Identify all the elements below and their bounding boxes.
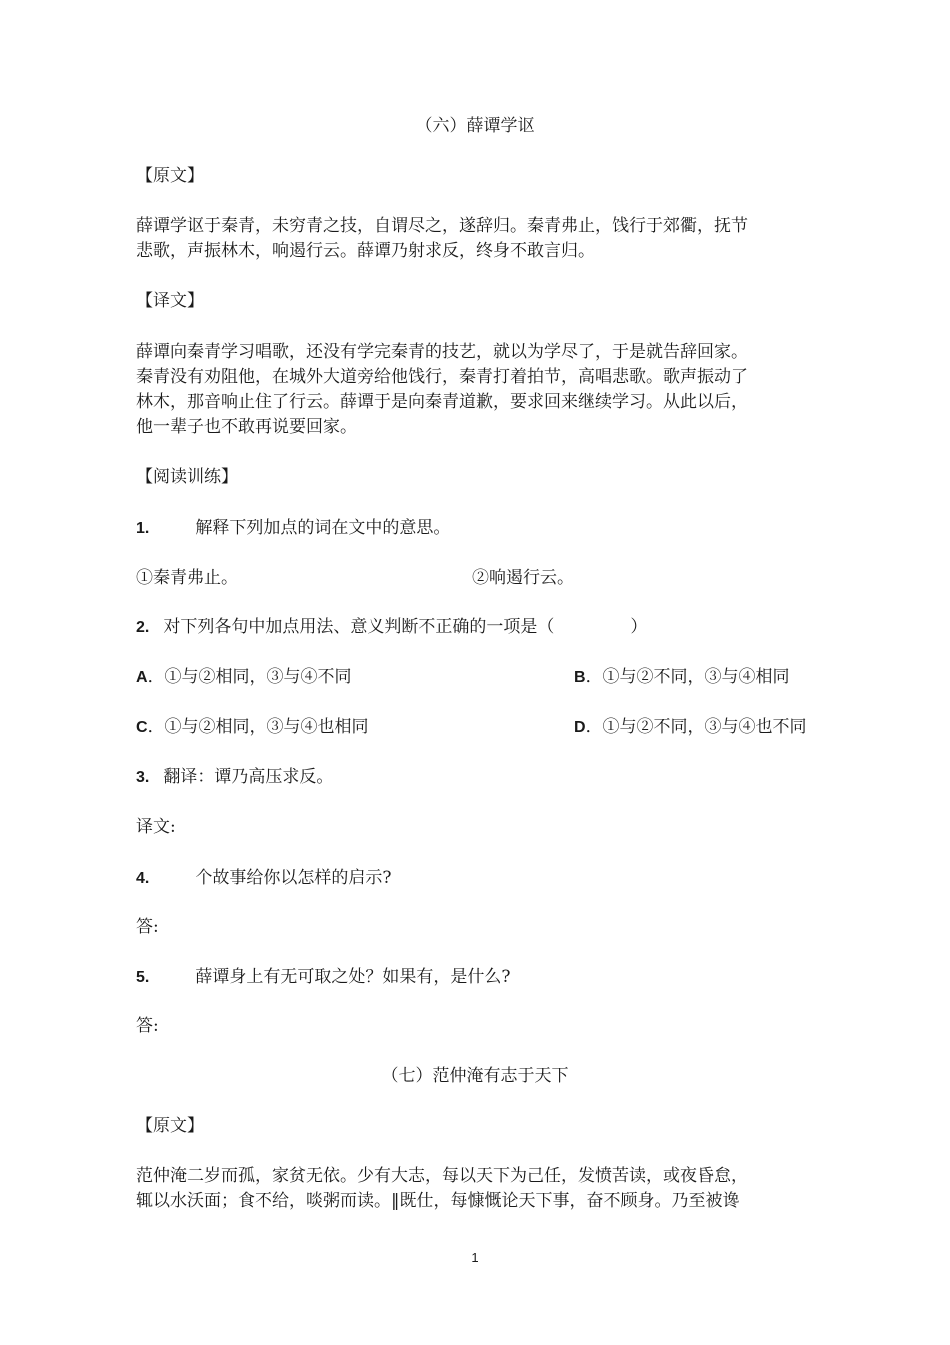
option-b [574,665,790,690]
question-number: 5. [136,969,150,986]
option-letter: A [136,669,148,686]
question-text: 解释下列加点的词在文中的意思。 [195,518,451,538]
question-1-item-1: ①秦青弗止。 [136,568,238,588]
section-7-title: （七）范仲淹有志于天下 [381,1066,569,1086]
translation-heading: 【译文】 [136,291,204,311]
question-number: 1. [136,520,150,537]
option-text: ．①与②相同，③与④也相同 [147,717,369,737]
question-number: 3. [136,769,150,786]
option-text: ．①与②不同，③与④也不同 [585,717,807,737]
option-d [574,715,807,740]
translation-line: 林木，那音响止住了行云。薛谭于是向秦青道歉，要求回来继续学习。从此以后， [136,392,748,412]
reading-exercise-heading: 【阅读训练】 [136,467,238,487]
original-text-line: 薛谭学讴于秦青，未穷青之技，自谓尽之，遂辞归。秦青弗止，饯行于郊衢，抚节 [136,216,748,236]
question-text: 对下列各句中加点用法、意义判断不正确的一项是（ [163,617,555,637]
option-c [136,715,369,740]
question-text: 翻译：谭乃高压求反。 [163,767,334,787]
question-4 [136,866,391,891]
question-1-item-2: ②响遏行云。 [472,568,574,588]
section-7-original-line: 范仲淹二岁而孤，家贫无依。少有大志，每以天下为己任，发愤苦读，或夜昏怠， [136,1166,748,1186]
question-3-answer-label: 译文: [136,817,176,837]
translation-line: 他一辈子也不敢再说要回家。 [136,417,357,437]
option-text: ．①与②相同，③与④不同 [147,667,352,687]
question-text: 薛谭身上有无可取之处？如果有，是什么? [195,967,511,987]
section-7-original-line: 辄以水沃面；食不给，啖粥而读。‖既仕，每慷慨论天下事，奋不顾身。乃至被谗 [136,1191,740,1211]
option-a [136,665,352,690]
question-4-answer-label: 答: [136,917,159,937]
option-letter: D [574,719,586,736]
option-text: ．①与②不同，③与④相同 [585,667,790,687]
question-text: 个故事给你以怎样的启示? [195,868,392,888]
translation-line: 秦青没有劝阻他，在城外大道旁给他饯行，秦青打着拍节，高唱悲歌。歌声振动了 [136,367,748,387]
question-3 [136,765,333,790]
question-number: 4. [136,870,150,887]
question-2 [136,615,647,640]
question-number: 2. [136,619,150,636]
page-number: 1 [471,1250,479,1265]
original-text-heading: 【原文】 [136,166,204,186]
question-1 [136,516,450,541]
translation-line: 薛谭向秦青学习唱歌，还没有学完秦青的技艺，就以为学尽了，于是就告辞回家。 [136,342,748,362]
section-7-original-heading: 【原文】 [136,1116,204,1136]
question-5-answer-label: 答: [136,1016,159,1036]
option-letter: C [136,719,148,736]
question-5 [136,965,510,990]
question-text-close: ） [630,617,648,637]
section-6-title: （六）薛谭学讴 [415,116,535,136]
original-text-line: 悲歌，声振林木，响遏行云。薛谭乃射求反，终身不敢言归。 [136,241,595,261]
option-letter: B [574,669,586,686]
